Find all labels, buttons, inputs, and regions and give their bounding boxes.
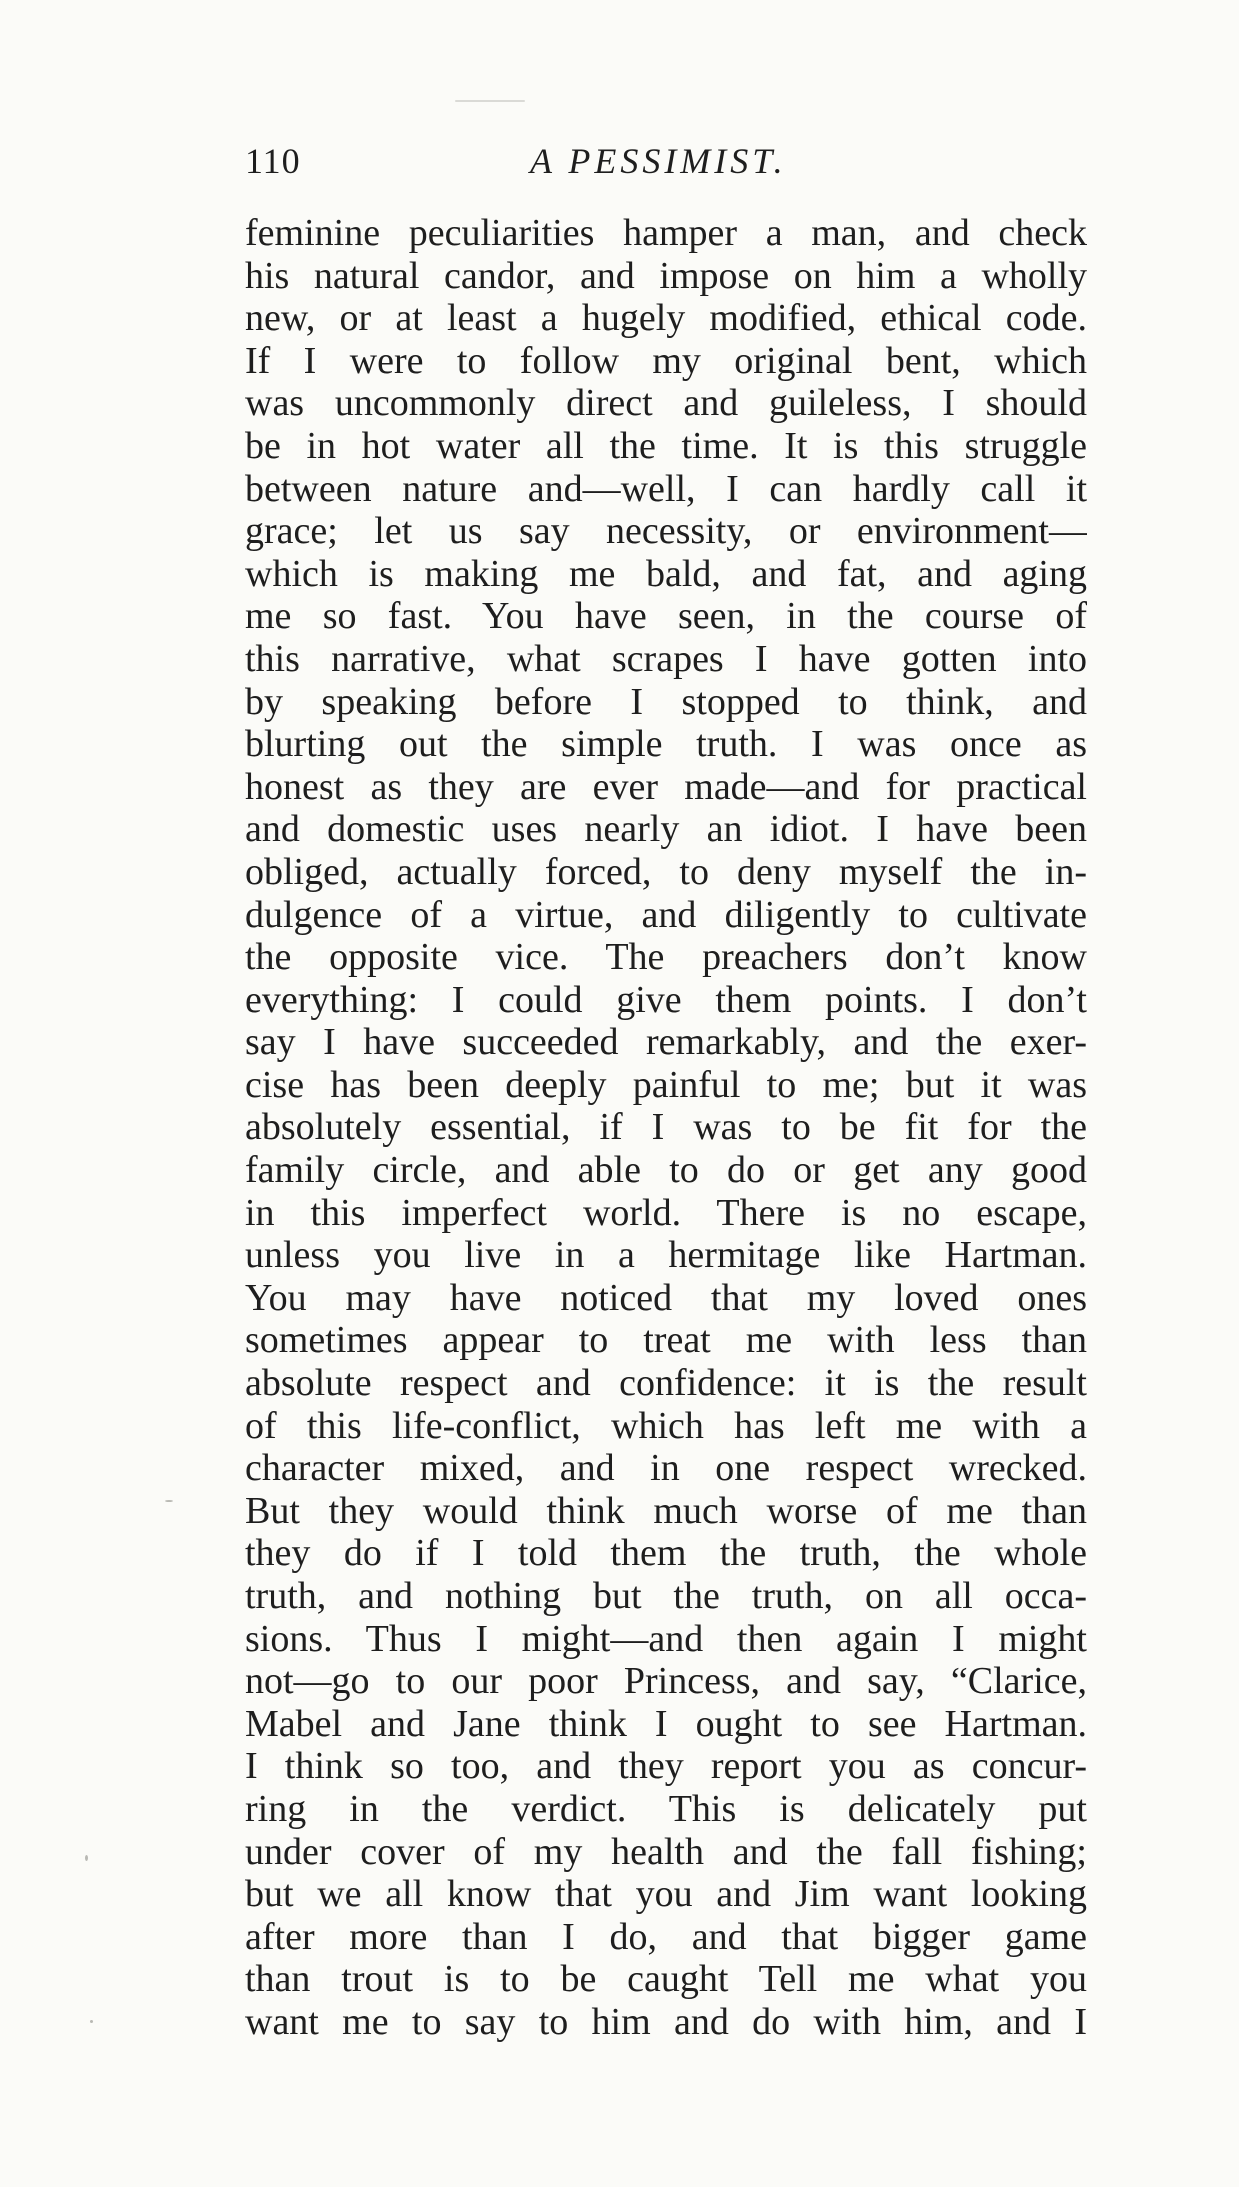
- paper-speck: [90, 2020, 93, 2023]
- text-line: absolute respect and confidence: it is the result: [245, 1362, 1087, 1405]
- paper-speck: [455, 100, 525, 102]
- text-line: want me to say to him and do with him, and I: [245, 2000, 1087, 2043]
- text-line: Mabel and Jane think I ought to see Hartman.: [245, 1702, 1087, 1745]
- text-line: in this imperfect world. There is no escape,: [245, 1191, 1087, 1234]
- text-line: be in hot water all the time. It is this struggle: [245, 424, 1087, 467]
- text-line: You may have noticed that my loved ones: [245, 1276, 1087, 1319]
- text-line: under cover of my health and the fall fishing;: [245, 1830, 1087, 1873]
- text-line: I think so too, and they report you as concur-: [245, 1745, 1087, 1788]
- text-line: between nature and—well, I can hardly call it: [245, 467, 1087, 510]
- body-text: [245, 212, 1087, 2044]
- paper-speck: [165, 1500, 173, 1502]
- text-line: But they would think much worse of me than: [245, 1489, 1087, 1532]
- text-line: the opposite vice. The preachers don’t know: [245, 936, 1087, 979]
- text-line: unless you live in a hermitage like Hartman.: [245, 1234, 1087, 1277]
- text-line: new, or at least a hugely modified, ethical code.: [245, 297, 1087, 340]
- text-line: this narrative, what scrapes I have gotten into: [245, 637, 1087, 680]
- text-line: grace; let us say necessity, or environment—: [245, 510, 1087, 553]
- text-line: blurting out the simple truth. I was once as: [245, 723, 1087, 766]
- running-head: [245, 140, 1085, 190]
- text-line: his natural candor, and impose on him a wholly: [245, 254, 1087, 297]
- text-line: say I have succeeded remarkably, and the exer-: [245, 1021, 1087, 1064]
- text-line: obliged, actually forced, to deny myself the in-: [245, 850, 1087, 893]
- text-line: character mixed, and in one respect wrecked.: [245, 1447, 1087, 1490]
- text-line: dulgence of a virtue, and diligently to cultivate: [245, 893, 1087, 936]
- page-number: 110: [245, 141, 301, 181]
- text-line: after more than I do, and that bigger game: [245, 1915, 1087, 1958]
- text-line: they do if I told them the truth, the whole: [245, 1532, 1087, 1575]
- text-line: feminine peculiarities hamper a man, and check: [245, 212, 1087, 254]
- text-line: honest as they are ever made—and for practical: [245, 765, 1087, 808]
- running-title: A PESSIMIST.: [530, 141, 787, 181]
- text-line: which is making me bald, and fat, and aging: [245, 552, 1087, 595]
- text-line: was uncommonly direct and guileless, I should: [245, 382, 1087, 425]
- text-line: family circle, and able to do or get any good: [245, 1149, 1087, 1192]
- text-line: not—go to our poor Princess, and say, “Clarice,: [245, 1660, 1087, 1703]
- text-line: of this life-conflict, which has left me with a: [245, 1404, 1087, 1447]
- text-line: If I were to follow my original bent, which: [245, 339, 1087, 382]
- paper-speck: [85, 1855, 88, 1861]
- text-line: me so fast. You have seen, in the course of: [245, 595, 1087, 638]
- text-line: and domestic uses nearly an idiot. I have been: [245, 808, 1087, 851]
- text-line: everything: I could give them points. I don’t: [245, 978, 1087, 1021]
- text-line: sometimes appear to treat me with less than: [245, 1319, 1087, 1362]
- text-line: absolutely essential, if I was to be fit for the: [245, 1106, 1087, 1149]
- text-line: but we all know that you and Jim want looking: [245, 1873, 1087, 1916]
- text-line: truth, and nothing but the truth, on all occa-: [245, 1575, 1087, 1617]
- text-line: sions. Thus I might—and then again I might: [245, 1617, 1087, 1660]
- text-line: than trout is to be caught Tell me what you: [245, 1958, 1087, 2001]
- text-line: by speaking before I stopped to think, and: [245, 680, 1087, 723]
- text-line: cise has been deeply painful to me; but it was: [245, 1063, 1087, 1106]
- text-line: ring in the verdict. This is delicately put: [245, 1787, 1087, 1830]
